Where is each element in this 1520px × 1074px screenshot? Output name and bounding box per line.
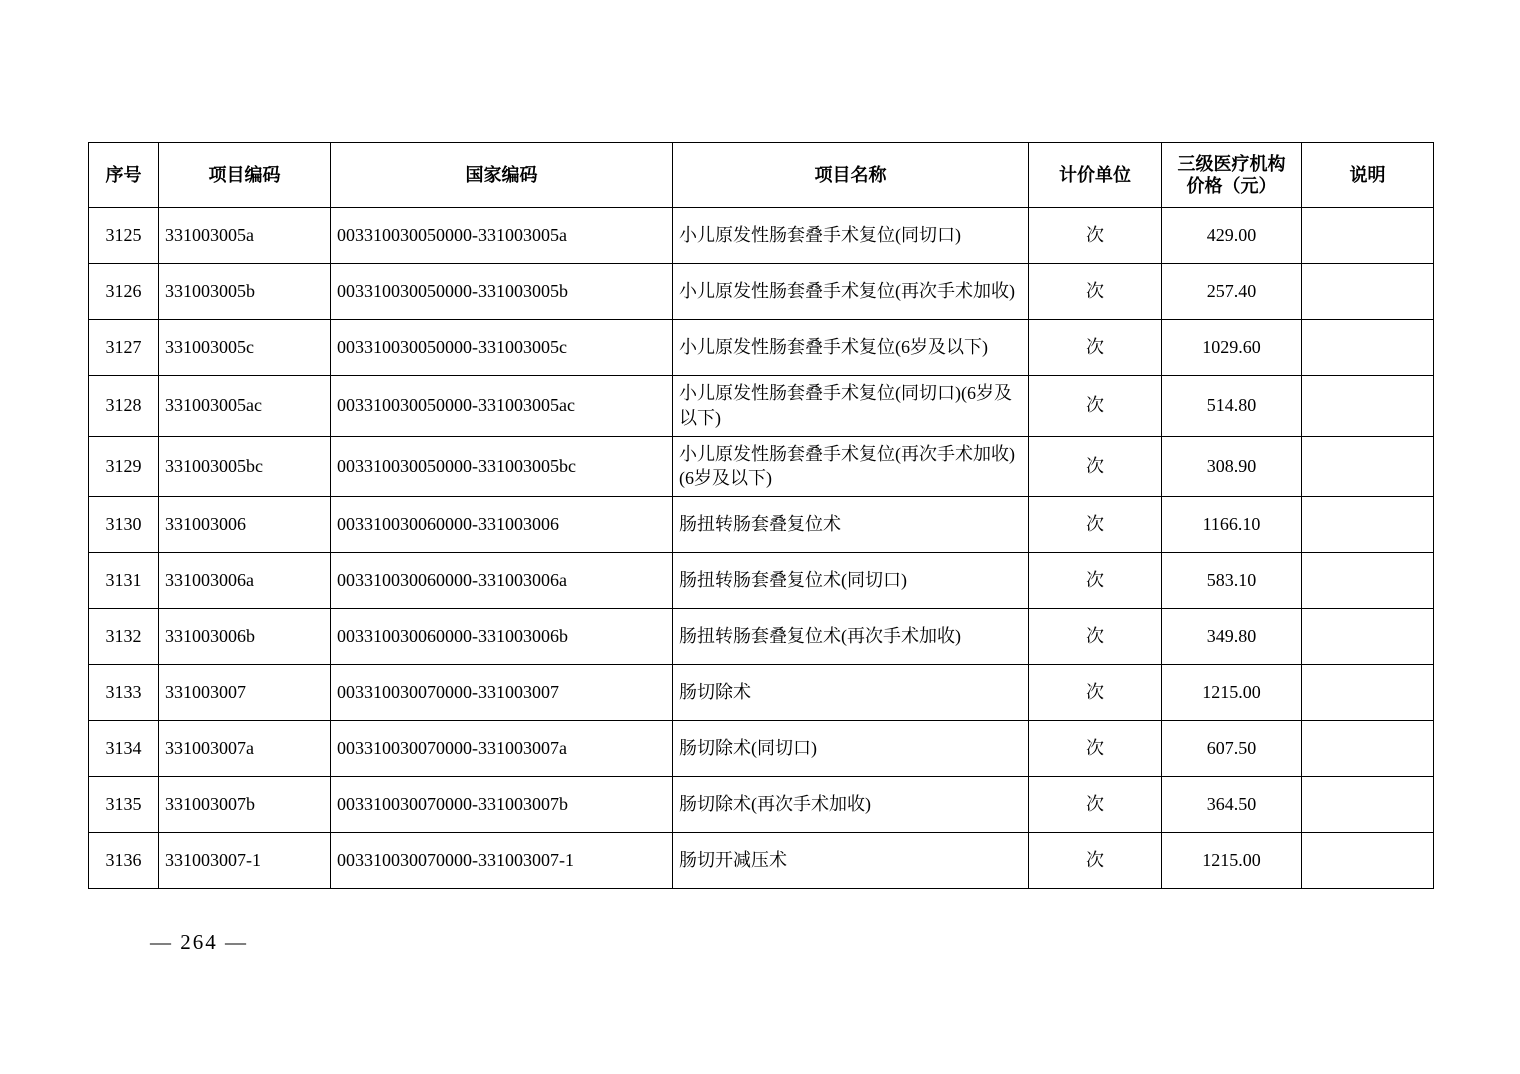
cell-name: 肠扭转肠套叠复位术(同切口): [673, 553, 1029, 609]
cell-unit: 次: [1029, 376, 1162, 437]
column-header-national-code: 国家编码: [331, 143, 673, 208]
cell-unit: 次: [1029, 553, 1162, 609]
cell-name: 肠切除术(同切口): [673, 721, 1029, 777]
cell-national-code: 003310030060000-331003006a: [331, 553, 673, 609]
column-header-remark: 说明: [1302, 143, 1434, 208]
price-table-container: [88, 142, 1433, 889]
cell-seq: 3134: [89, 721, 159, 777]
cell-national-code: 003310030050000-331003005c: [331, 320, 673, 376]
cell-seq: 3132: [89, 609, 159, 665]
cell-price: 308.90: [1162, 436, 1302, 497]
cell-code: 331003007b: [159, 777, 331, 833]
cell-national-code: 003310030050000-331003005bc: [331, 436, 673, 497]
cell-remark: [1302, 721, 1434, 777]
cell-national-code: 003310030070000-331003007: [331, 665, 673, 721]
column-header-code: 项目编码: [159, 143, 331, 208]
cell-national-code: 003310030070000-331003007-1: [331, 833, 673, 889]
table-row: [89, 721, 1434, 777]
cell-seq: 3136: [89, 833, 159, 889]
medical-price-table: [88, 142, 1434, 889]
cell-unit: 次: [1029, 833, 1162, 889]
column-header-name: 项目名称: [673, 143, 1029, 208]
cell-code: 331003006: [159, 497, 331, 553]
cell-name: 小儿原发性肠套叠手术复位(再次手术加收): [673, 264, 1029, 320]
cell-seq: 3131: [89, 553, 159, 609]
cell-national-code: 003310030050000-331003005ac: [331, 376, 673, 437]
cell-remark: [1302, 264, 1434, 320]
table-header: [89, 143, 1434, 208]
cell-unit: 次: [1029, 609, 1162, 665]
cell-national-code: 003310030050000-331003005b: [331, 264, 673, 320]
column-header-price-line1: 三级医疗机构: [1177, 153, 1286, 174]
table-row: [89, 609, 1434, 665]
cell-price: 514.80: [1162, 376, 1302, 437]
cell-name: 小儿原发性肠套叠手术复位(同切口)(6岁及以下): [673, 376, 1029, 437]
cell-national-code: 003310030060000-331003006b: [331, 609, 673, 665]
cell-price: 1215.00: [1162, 833, 1302, 889]
cell-seq: 3129: [89, 436, 159, 497]
table-row: [89, 264, 1434, 320]
table-row: [89, 436, 1434, 497]
cell-remark: [1302, 208, 1434, 264]
cell-name: 肠扭转肠套叠复位术(再次手术加收): [673, 609, 1029, 665]
cell-code: 331003007-1: [159, 833, 331, 889]
table-body: [89, 208, 1434, 889]
cell-unit: 次: [1029, 436, 1162, 497]
cell-name: 小儿原发性肠套叠手术复位(再次手术加收)(6岁及以下): [673, 436, 1029, 497]
table-row: [89, 208, 1434, 264]
table-row: [89, 833, 1434, 889]
cell-price: 364.50: [1162, 777, 1302, 833]
cell-remark: [1302, 376, 1434, 437]
cell-seq: 3135: [89, 777, 159, 833]
cell-national-code: 003310030060000-331003006: [331, 497, 673, 553]
cell-unit: 次: [1029, 721, 1162, 777]
cell-price: 349.80: [1162, 609, 1302, 665]
cell-remark: [1302, 553, 1434, 609]
cell-national-code: 003310030050000-331003005a: [331, 208, 673, 264]
cell-unit: 次: [1029, 208, 1162, 264]
cell-seq: 3127: [89, 320, 159, 376]
cell-price: 1029.60: [1162, 320, 1302, 376]
cell-remark: [1302, 497, 1434, 553]
cell-code: 331003007a: [159, 721, 331, 777]
table-row: [89, 320, 1434, 376]
cell-remark: [1302, 777, 1434, 833]
cell-name: 肠扭转肠套叠复位术: [673, 497, 1029, 553]
cell-price: 583.10: [1162, 553, 1302, 609]
cell-code: 331003006b: [159, 609, 331, 665]
cell-remark: [1302, 320, 1434, 376]
table-row: [89, 553, 1434, 609]
cell-national-code: 003310030070000-331003007b: [331, 777, 673, 833]
cell-code: 331003007: [159, 665, 331, 721]
page-number: — 264 —: [150, 930, 248, 954]
cell-seq: 3125: [89, 208, 159, 264]
table-row: [89, 777, 1434, 833]
cell-code: 331003005a: [159, 208, 331, 264]
cell-code: 331003006a: [159, 553, 331, 609]
cell-seq: 3133: [89, 665, 159, 721]
cell-unit: 次: [1029, 320, 1162, 376]
table-row: [89, 665, 1434, 721]
cell-national-code: 003310030070000-331003007a: [331, 721, 673, 777]
column-header-seq: 序号: [89, 143, 159, 208]
cell-remark: [1302, 833, 1434, 889]
cell-price: 607.50: [1162, 721, 1302, 777]
cell-remark: [1302, 609, 1434, 665]
cell-seq: 3126: [89, 264, 159, 320]
table-header-row: [89, 143, 1434, 208]
column-header-price: [1162, 143, 1302, 208]
cell-price: 1166.10: [1162, 497, 1302, 553]
cell-remark: [1302, 436, 1434, 497]
table-row: [89, 376, 1434, 437]
cell-name: 肠切除术(再次手术加收): [673, 777, 1029, 833]
cell-remark: [1302, 665, 1434, 721]
cell-unit: 次: [1029, 777, 1162, 833]
cell-name: 肠切除术: [673, 665, 1029, 721]
cell-unit: 次: [1029, 665, 1162, 721]
cell-price: 1215.00: [1162, 665, 1302, 721]
column-header-unit: 计价单位: [1029, 143, 1162, 208]
cell-code: 331003005c: [159, 320, 331, 376]
cell-seq: 3128: [89, 376, 159, 437]
cell-code: 331003005bc: [159, 436, 331, 497]
cell-name: 小儿原发性肠套叠手术复位(同切口): [673, 208, 1029, 264]
cell-name: 肠切开减压术: [673, 833, 1029, 889]
cell-price: 429.00: [1162, 208, 1302, 264]
cell-code: 331003005ac: [159, 376, 331, 437]
cell-price: 257.40: [1162, 264, 1302, 320]
cell-unit: 次: [1029, 497, 1162, 553]
cell-unit: 次: [1029, 264, 1162, 320]
cell-seq: 3130: [89, 497, 159, 553]
table-row: [89, 497, 1434, 553]
column-header-price-line2: 价格（元）: [1186, 176, 1277, 196]
cell-code: 331003005b: [159, 264, 331, 320]
cell-name: 小儿原发性肠套叠手术复位(6岁及以下): [673, 320, 1029, 376]
